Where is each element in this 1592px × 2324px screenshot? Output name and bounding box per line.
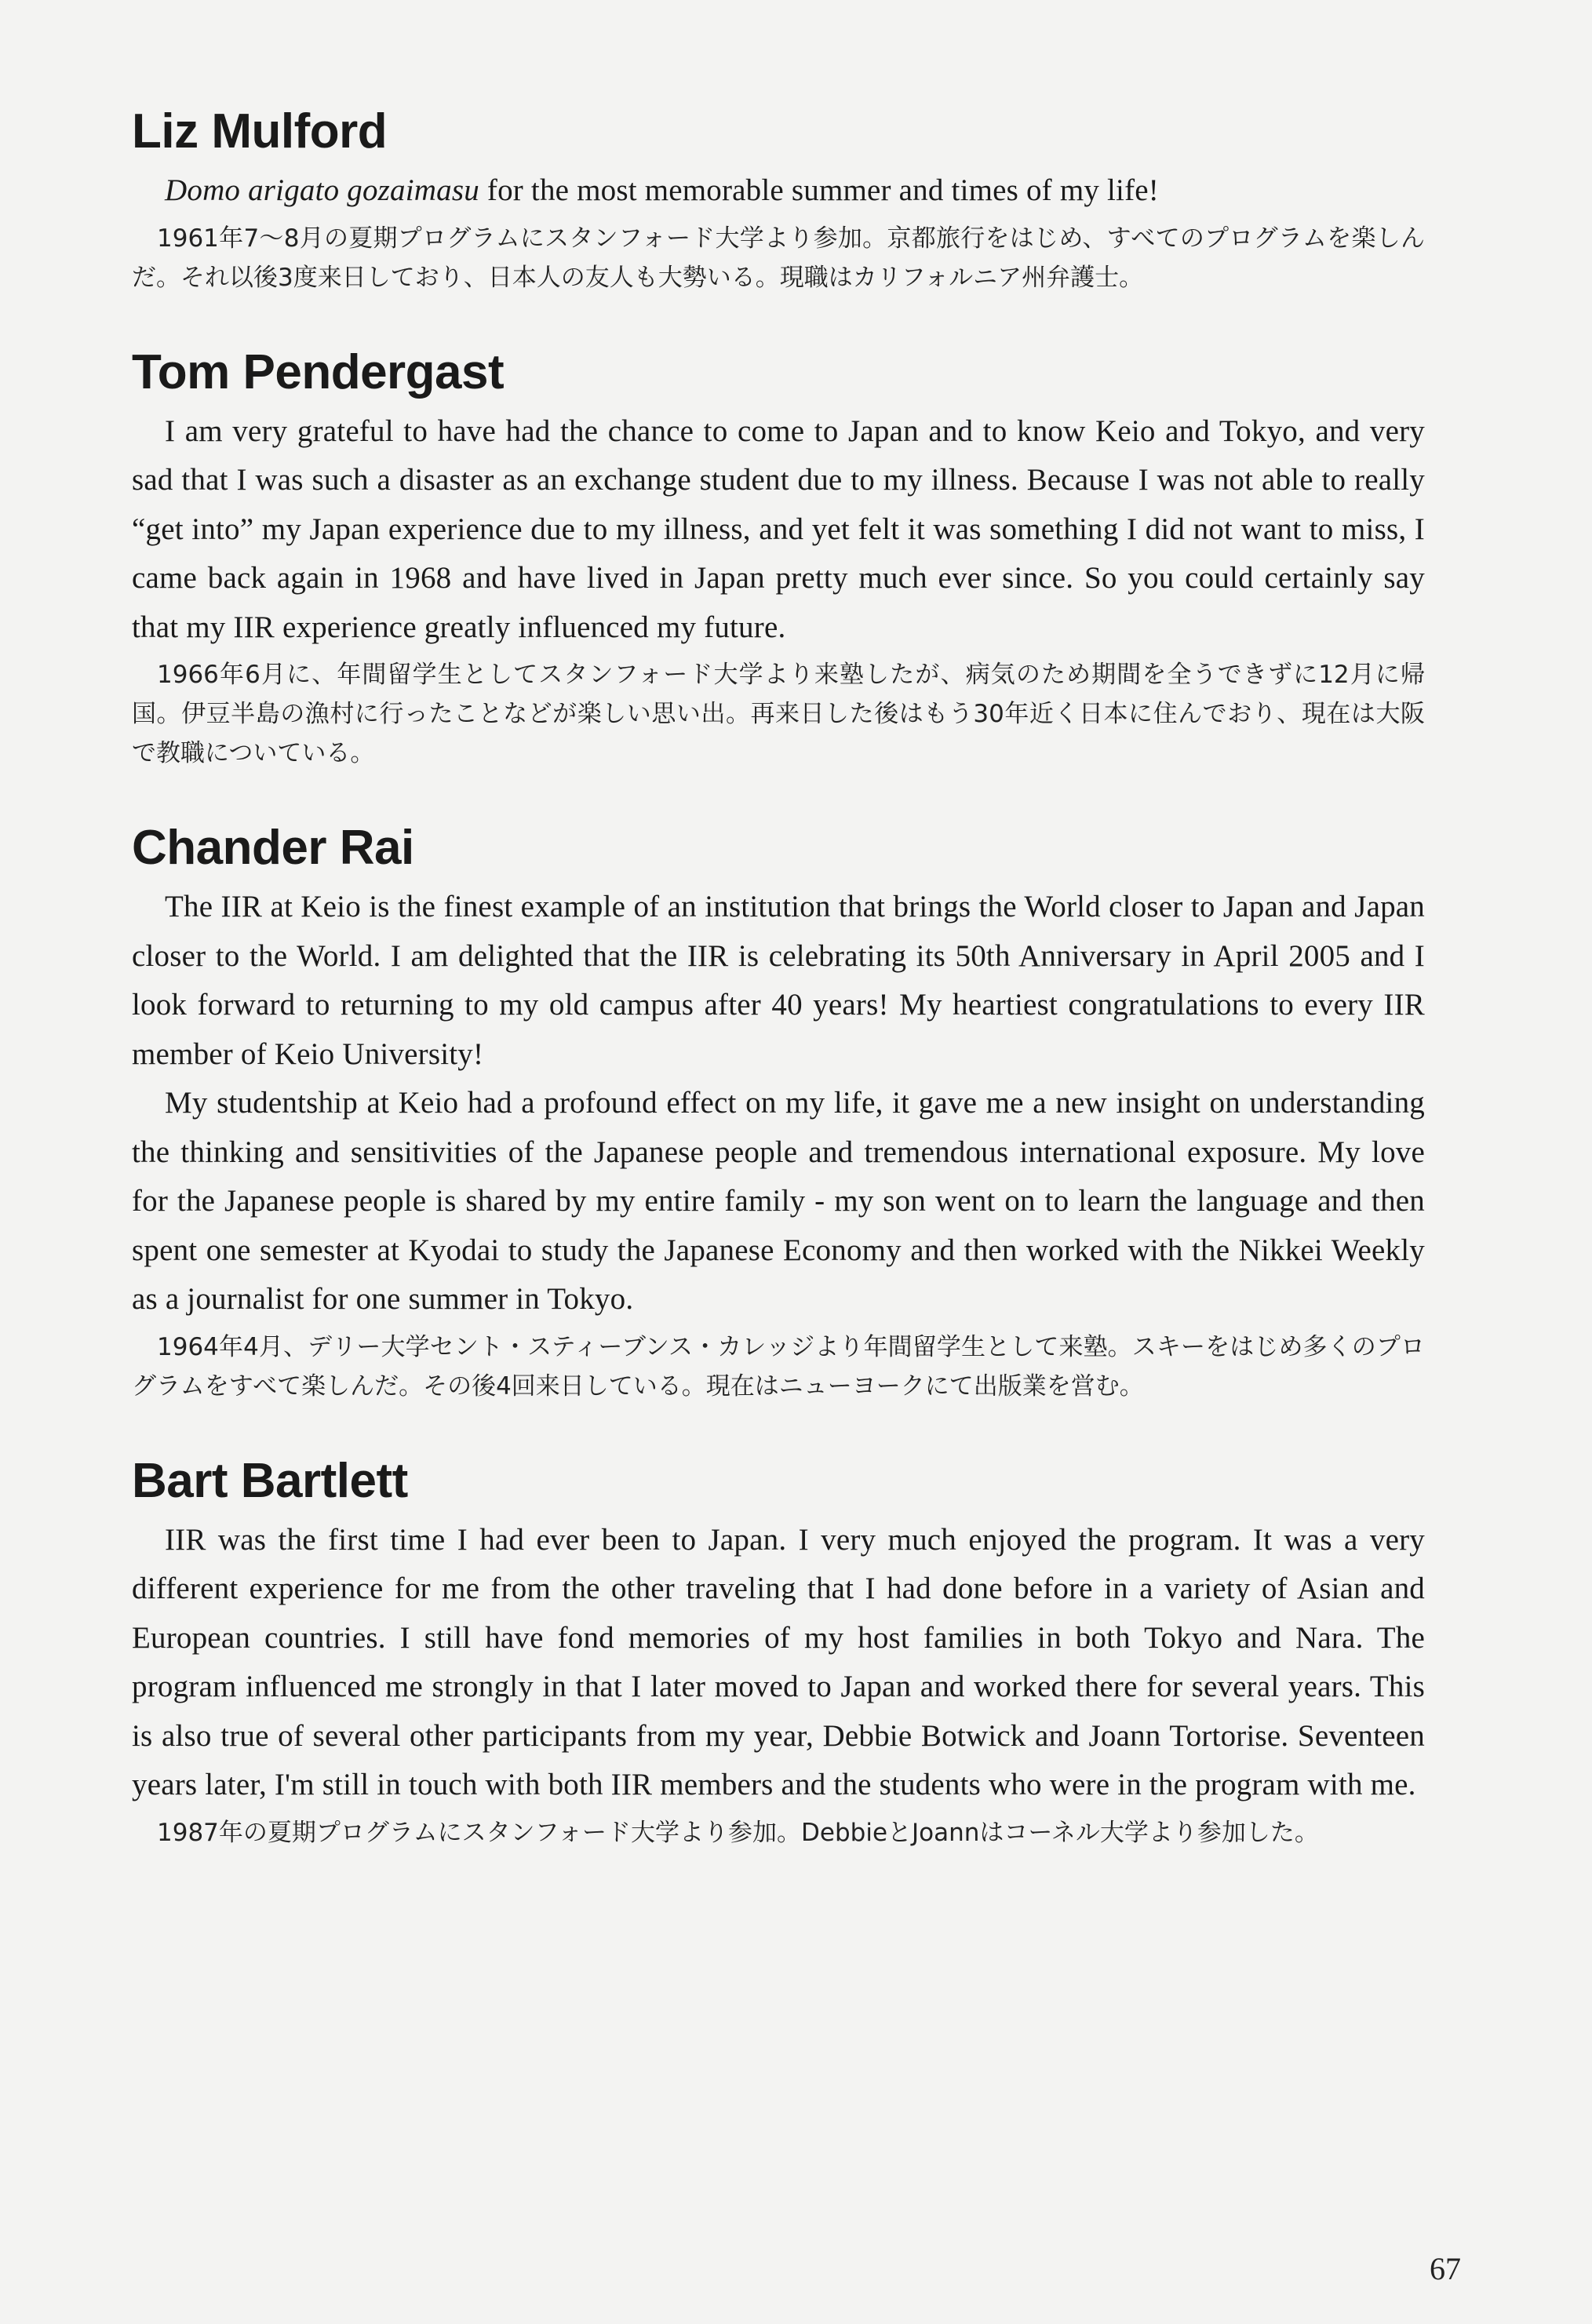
japanese-summary: 1966年6月に、年間留学生としてスタンフォード大学より来塾したが、病気のため期間を全うできずに12月に帰国。伊豆半島の漁村に行ったことなどが楽しい思い出。再来日した後はもう30年近く日本に住んでおり、現在は大阪で教職についている。 (132, 661, 1425, 767)
section-tom-pendergast (132, 343, 1425, 774)
section-liz-mulford (132, 102, 1425, 297)
english-comment: IIR was the first time I had ever been to Japan. I very much enjoyed the program. It was a very different experience for me from the other traveling that I had done before in a variety of Asian and European countries. I still have fond memories of my host families in both Tokyo and Nara. The program influenced me strongly in that I later moved to Japan and worked there for several years. This is also true of several other participants from my year, Debbie Botwick and Joann Tortorise. Seventeen years later, I'm still in touch with both IIR members and the students who were in the program with me. (132, 1522, 1425, 1801)
japanese-summary: 1987年の夏期プログラムにスタンフォード大学より参加。DebbieとJoannはコーネル大学より参加した。 (157, 1818, 1319, 1847)
english-comment-text: for the most memorable summer and times of my life! (479, 173, 1159, 207)
contributor-name: Liz Mulford (132, 104, 388, 158)
contributor-name: Bart Bartlett (132, 1453, 408, 1508)
section-chander-rai (132, 818, 1425, 1406)
contributor-name: Tom Pendergast (132, 344, 505, 399)
japanese-phrase-italic: Domo arigato gozaimasu (165, 173, 479, 207)
english-comment: I am very grateful to have had the chance to come to Japan and to know Keio and Tokyo, and very sad that I was such a disaster as an exchange student due to my illness. Because I was not able to really “get into” my Japan experience due to my illness, and yet felt it was something I did not want to miss, I came back again in 1968 and have lived in Japan pretty much ever since. So you could certainly say that my IIR experience greatly influenced my future. (132, 413, 1425, 644)
contributor-name: Chander Rai (132, 821, 414, 875)
english-comment (132, 166, 1425, 216)
english-comment-paragraph-2: My studentship at Keio had a profound effect on my life, it gave me a new insight on understanding the thinking and sensitivities of the Japanese people and tremendous international exposure. My love for the Japanese people is shared by my entire family - my son went on to learn the language and then spent one semester at Kyodai to study the Japanese Economy and then worked with the Nikkei Weekly as a journalist for one summer in Tokyo. (132, 1086, 1425, 1316)
page-content (132, 102, 1425, 1898)
japanese-summary: 1964年4月、デリー大学セント・スティーブンス・カレッジより年間留学生として来塾。スキーをはじめ多くのプログラムをすべて楽しんだ。その後4回来日している。現在はニューヨークにて出版業を営む。 (132, 1332, 1425, 1401)
page-number: 67 (1430, 2251, 1461, 2286)
english-comment-paragraph-1: The IIR at Keio is the finest example of an institution that brings the World closer to Japan and Japan closer to the World. I am delighted that the IIR is celebrating its 50th Anniversary in April 2005 and I look forward to returning to my old campus after 40 years! My heartiest congratulations to every IIR member of Keio University! (132, 890, 1425, 1071)
section-bart-bartlett (132, 1452, 1425, 1852)
japanese-summary: 1961年7～8月の夏期プログラムにスタンフォード大学より参加。京都旅行をはじめ、すべてのプログラムを楽しんだ。それ以後3度来日しており、日本人の友人も大勢いる。現職はカリフォルニア州弁護士。 (132, 224, 1425, 292)
